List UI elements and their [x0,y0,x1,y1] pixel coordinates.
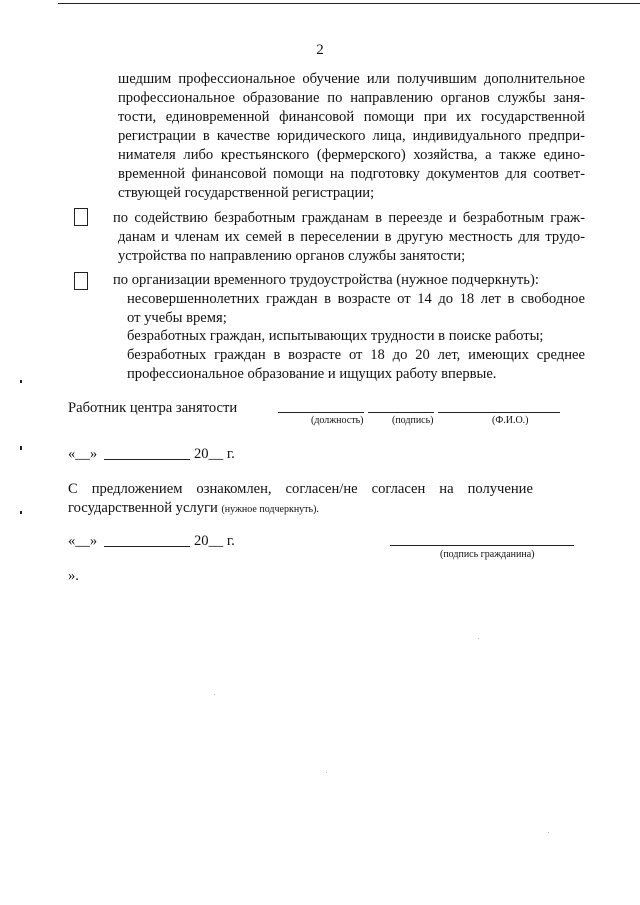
text-line: от учебы время; [127,310,227,326]
consent-word: на [439,481,454,497]
consent-word: согласен/не [285,481,358,497]
scan-mark [20,380,22,383]
employee-date-year: 20__ г. [194,446,235,462]
text-line: ствующей государственной регистрации; [118,185,375,201]
signature-field[interactable] [368,412,434,413]
page-number: 2 [316,42,324,58]
citizen-date-day: «__» [68,533,98,549]
citizen-date-month-field[interactable] [104,546,190,547]
text-line: профессиональное образование и ищущих работу впервые. [127,366,497,382]
text-line: данам и членам их семей в переселении в другую местность для трудо- [118,229,585,245]
scan-speck [326,772,327,773]
consent-word: получение [467,481,533,497]
top-edge-line [58,3,640,4]
consent-line-2 [68,499,319,519]
text-line: шедшим профессиональное обучение или получившим дополнительное [118,71,585,87]
employee-label: Работник центра занятости [68,400,238,416]
consent-text: государственной услуги [68,500,218,516]
position-caption: (должность) [311,415,364,426]
citizen-signature-caption: (подпись гражданина) [440,549,535,560]
text-line: регистрации в качестве юридического лица, индивидуального предпри- [118,128,585,144]
scan-speck [548,832,549,833]
citizen-signature-field[interactable] [390,545,574,546]
full-name-field[interactable] [438,412,560,413]
scan-speck [478,638,479,639]
scan-mark [20,511,22,514]
temporary-employment-checkbox[interactable] [74,272,88,290]
text-line: безработных граждан, испытывающих трудности в поиске работы; [127,328,544,344]
position-field[interactable] [278,412,364,413]
text-line: устройства по направлению органов службы занятости; [118,248,466,264]
text-line: временной финансовой помощи на подготовку документов для соответ- [118,166,585,182]
consent-line [68,480,533,498]
relocation-checkbox[interactable] [74,208,88,226]
consent-word: согласен [371,481,426,497]
option-heading: по организации временного трудоустройства (нужное подчеркнуть): [113,272,539,288]
citizen-date-year: 20__ г. [194,533,235,549]
text-line: тости, единовременной финансовой помощи при их государственной [118,109,585,125]
closing-mark: ». [68,568,79,584]
consent-word: ознакомлен, [196,481,272,497]
full-name-caption: (Ф.И.О.) [492,415,529,426]
scan-mark [20,446,22,450]
employee-date-month-field[interactable] [104,459,190,460]
signature-caption: (подпись) [392,415,434,426]
scan-speck [214,694,215,695]
text-line: профессиональное образование по направлению органов службы заня- [118,90,585,106]
text-line: нимателя либо крестьянского (фермерского) хозяйства, а также едино- [118,147,585,163]
consent-note: (нужное подчеркнуть). [221,504,319,515]
text-line: безработных граждан в возрасте от 18 до 20 лет, имеющих среднее [127,347,585,363]
text-line: несовершеннолетних граждан в возрасте от 14 до 18 лет в свободное [127,291,585,307]
consent-word: С [68,481,78,497]
consent-word: предложением [91,481,183,497]
employee-date-day: «__» [68,446,98,462]
text-line: по содействию безработным гражданам в переезде и безработным граж- [113,210,585,226]
